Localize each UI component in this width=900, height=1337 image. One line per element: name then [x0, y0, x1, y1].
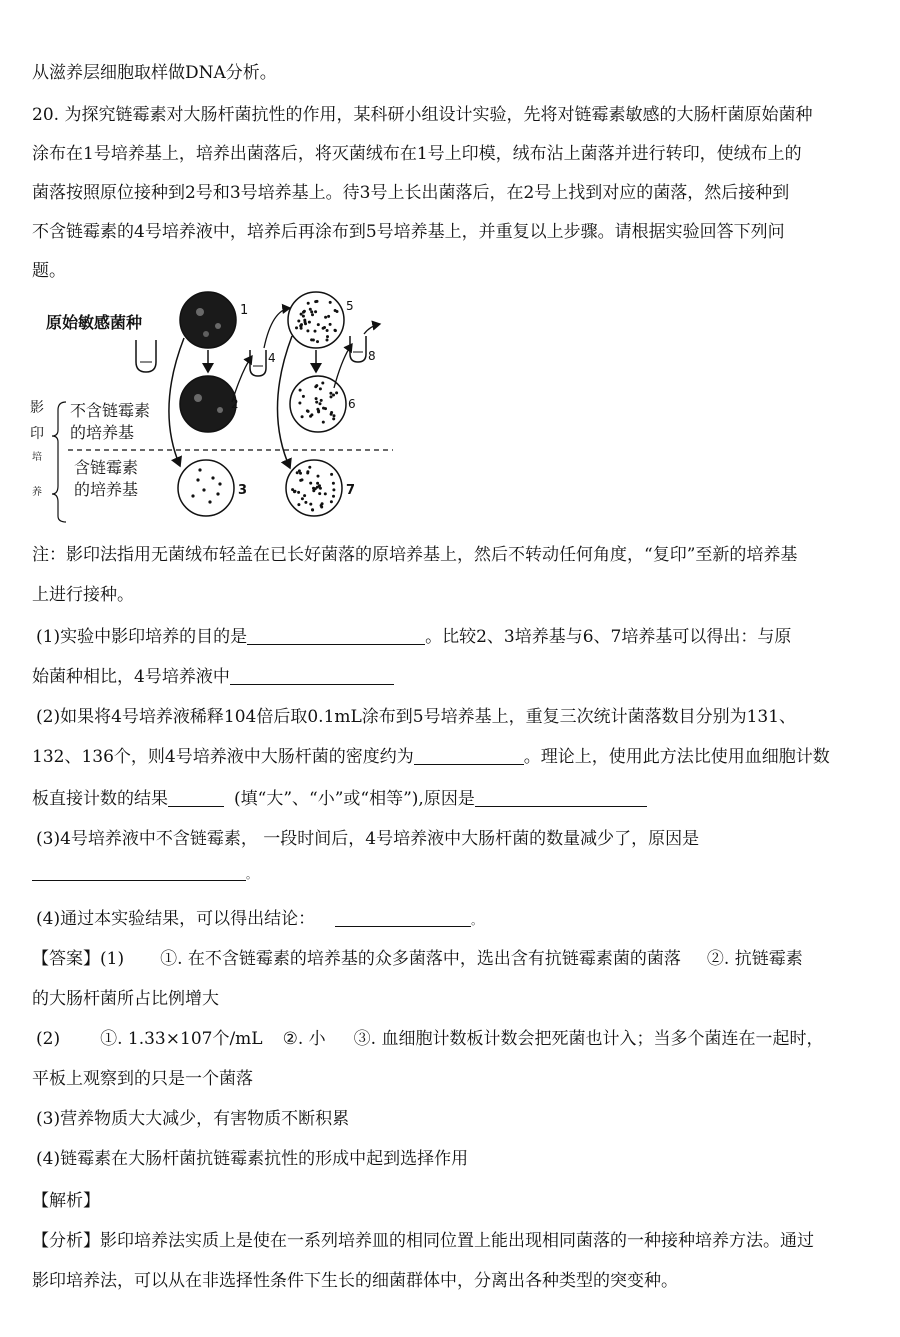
colony-dot [318, 492, 321, 495]
question-line-2: 涂布在1号培养基上，培养出菌落后，将灭菌绒布在1号上印模，绒布沾上菌落并进行转印，使绒布上的 [32, 144, 802, 164]
group-bottom-line-1: 含链霉素 [74, 458, 139, 477]
q1-prompt-end: 始菌种相比，4号培养液中 [32, 667, 230, 687]
colony-dot [322, 421, 325, 424]
colony-dot [301, 497, 304, 500]
colony-dot [301, 478, 304, 481]
colony-dot [332, 488, 335, 491]
tube-number-4: 4 [268, 351, 276, 365]
colony-dot [314, 300, 317, 303]
colony-dot [322, 407, 325, 410]
answer-2-part-1: ①. 1.33×107个/mL [100, 1029, 263, 1049]
colony-dot [308, 321, 311, 324]
colony-dot [300, 323, 303, 326]
colony-dot [316, 340, 319, 343]
answer-line-6: (4)链霉素在大肠杆菌抗链霉素抗性的形成中起到选择作用 [36, 1149, 469, 1169]
colony-dot [311, 509, 314, 512]
colony-dot [309, 482, 312, 485]
colony-dot [319, 387, 322, 390]
colony-dot [298, 469, 301, 472]
colony-dot [332, 482, 335, 485]
colony-dot [295, 326, 298, 329]
colony-dot [315, 401, 318, 404]
question-line-5: 题。 [32, 261, 66, 281]
colony-dot [326, 339, 329, 342]
answer-line-1 [32, 944, 803, 969]
colony-dot [309, 308, 312, 311]
q1-line-1 [36, 622, 791, 647]
colony-dot [329, 392, 332, 395]
colony-dot [303, 494, 306, 497]
plate-3 [178, 460, 234, 516]
side-label-char-1: 影 [30, 400, 44, 416]
q4-period: 。 [471, 914, 483, 927]
test-tube-8 [350, 336, 366, 362]
answer-2-part-2: ②. 小 [282, 1029, 326, 1049]
colony-dot [326, 329, 329, 332]
question-line-1: 20. 为探究链霉素对大肠杆菌抗性的作用，某科研小组设计实验，先将对链霉素敏感的大肠杆菌原始菌种 [32, 105, 813, 125]
q3-blank[interactable] [32, 862, 246, 881]
colony-dot [304, 321, 307, 324]
q1-blank-1[interactable] [247, 626, 425, 645]
colony-dot [303, 310, 306, 313]
colony-dot [309, 415, 312, 418]
q2-blank-reason[interactable] [475, 788, 647, 807]
q4-prompt: (4)通过本实验结果，可以得出结论： [36, 909, 316, 929]
colony-dot [332, 394, 335, 397]
colony-dot [316, 482, 319, 485]
group-top-line-1: 不含链霉素 [70, 401, 151, 420]
colony-dot [297, 491, 300, 494]
q3-line-2 [32, 862, 257, 883]
q1-prompt: (1)实验中影印培养的目的是 [36, 627, 248, 647]
colony-dot [309, 503, 312, 506]
plate-number-6: 6 [348, 397, 356, 411]
q2-prompt: 132、136个，则4号培养液中大肠杆菌的密度约为 [32, 747, 414, 767]
colony-dot [326, 335, 329, 338]
answer-line-5: (3)营养物质大大减少，有害物质不断积累 [36, 1109, 350, 1129]
colony-dot [301, 415, 304, 418]
colony-dot [329, 301, 332, 304]
colony-dot [314, 310, 317, 313]
plate-1 [180, 292, 236, 348]
colony-dot [315, 384, 318, 387]
colony-dot [330, 395, 333, 398]
intro-tail-text: 从滋养层细胞取样做DNA分析。 [32, 63, 277, 83]
colony-dot [320, 506, 323, 509]
colony-dot [307, 302, 310, 305]
answer-line-2: 的大肠杆菌所占比例增大 [32, 989, 219, 1009]
colony-dot [319, 402, 322, 405]
colony-dot [300, 313, 303, 316]
colony-dot [312, 339, 315, 342]
q2-prompt-result: 板直接计数的结果 [32, 789, 168, 809]
colony-dot [299, 389, 302, 392]
colony-dot [320, 399, 323, 402]
colony-dot [317, 323, 320, 326]
colony-dot [330, 500, 333, 503]
answer-label: 【答案】(1) [32, 949, 125, 969]
colony-dot [314, 487, 317, 490]
colony-dot [324, 316, 327, 319]
plate-number-3: 3 [238, 483, 248, 498]
colony-dot [332, 495, 335, 498]
colony-dot [314, 330, 317, 333]
q1-blank-2[interactable] [230, 666, 394, 685]
colony-dot [297, 503, 300, 506]
test-tube-origin [136, 340, 156, 372]
q2-blank-compare[interactable] [168, 788, 224, 807]
q4-blank[interactable] [335, 908, 471, 927]
question-line-4: 不含链霉素的4号培养液中，培养后再涂布到5号培养基上，并重复以上步骤。请根据实验回答下列问 [32, 222, 785, 242]
plate-number-2: 2 [231, 397, 239, 411]
colony-dot [324, 492, 327, 495]
question-line-3: 菌落按照原位接种到2号和3号培养基上。待3号上长出菌落后，在2号上找到对应的菌落，然后接种到 [32, 183, 790, 203]
tube-number-8: 8 [368, 349, 376, 363]
note-line-1: 注：影印法指用无菌绒布轻盖在已长好菌落的原培养基上，然后不转动任何角度，“复印”至新的培养基 [32, 545, 798, 565]
colony-dot [334, 309, 337, 312]
colony-dot [317, 475, 320, 478]
q2-line-2 [32, 742, 830, 767]
side-label-char-4: 养 [32, 487, 42, 498]
side-label-char-3: 培 [32, 452, 42, 463]
answer-2-part-3: ③. 血细胞计数板计数会把死菌也计入；当多个菌连在一起时， [353, 1029, 824, 1049]
replica-plating-figure [28, 290, 408, 525]
colony-dot [321, 382, 324, 385]
colony-dot [297, 320, 300, 323]
q2-blank-density[interactable] [414, 746, 524, 765]
colony-dot [318, 484, 321, 487]
q3-period: 。 [246, 868, 257, 881]
colony-dot [304, 501, 307, 504]
colony-dot [319, 487, 322, 490]
plate-2 [180, 376, 236, 432]
colony-dot [322, 327, 325, 330]
colony-dot [334, 329, 337, 332]
colony-dot [306, 329, 309, 332]
colony-dot [317, 410, 320, 413]
q4-line [36, 904, 482, 929]
figure-title: 原始敏感菌种 [46, 313, 143, 332]
answer-line-3 [36, 1024, 823, 1049]
group-top-line-2: 的培养基 [70, 423, 135, 442]
colony-dot [333, 414, 336, 417]
answer-2-label: (2) [36, 1029, 61, 1049]
colony-dot [315, 397, 318, 400]
q2-prompt-reason: (填“大”、“小”或“相等”),原因是 [234, 789, 475, 809]
colony-dot [302, 395, 305, 398]
colony-dot [306, 472, 309, 475]
colony-dot [310, 310, 313, 313]
colony-dot [307, 410, 310, 413]
colony-dot [329, 323, 332, 326]
side-label-char-2: 印 [30, 426, 44, 442]
plate-6 [290, 376, 346, 432]
answer-line-4: 平板上观察到的只是一个菌落 [32, 1069, 253, 1089]
q1-prompt-cont: 。比较2、3培养基与6、7培养基可以得出：与原 [425, 627, 792, 647]
test-tube-4 [250, 350, 266, 376]
q3-line-1: (3)4号培养液中不含链霉素， 一段时间后，4号培养液中大肠杆菌的数量减少了，原因是 [36, 829, 700, 849]
colony-dot [298, 402, 301, 405]
q2-line-1: (2)如果将4号培养液稀释104倍后取0.1mL涂布到5号培养基上，重复三次统计菌落数目分别为131、 [36, 707, 797, 727]
group-bottom-line-2: 的培养基 [74, 480, 139, 499]
answer-1-part-1: ①. 在不含链霉素的培养基的众多菌落中，选出含有抗链霉素菌的菌落 [160, 949, 681, 969]
plate-number-7: 7 [346, 483, 356, 498]
q2-prompt-cont: 。理论上，使用此方法比使用血细胞计数 [523, 747, 830, 767]
q2-line-3 [32, 784, 647, 809]
colony-dot [330, 413, 333, 416]
analysis-heading: 【解析】 [32, 1191, 100, 1211]
analysis-line-1: 【分析】影印培养法实质上是使在一系列培养皿的相同位置上能出现相同菌落的一种接种培养方法。通过 [32, 1231, 814, 1251]
colony-dot [311, 313, 314, 316]
colony-dot [327, 315, 330, 318]
colony-dot [294, 490, 297, 493]
colony-dot [330, 473, 333, 476]
note-line-2: 上进行接种。 [32, 585, 134, 605]
analysis-line-2: 影印培养法，可以从在非选择性条件下生长的细菌群体中，分离出各种类型的突变种。 [32, 1271, 678, 1291]
colony-dot [302, 315, 305, 318]
colony-dot [332, 417, 335, 420]
colony-dot [335, 391, 338, 394]
q1-line-2 [32, 662, 394, 687]
colony-dot [308, 466, 311, 469]
answer-1-part-2: ②. 抗链霉素 [706, 949, 803, 969]
plate-number-5: 5 [346, 299, 354, 313]
plate-number-1: 1 [240, 303, 249, 318]
